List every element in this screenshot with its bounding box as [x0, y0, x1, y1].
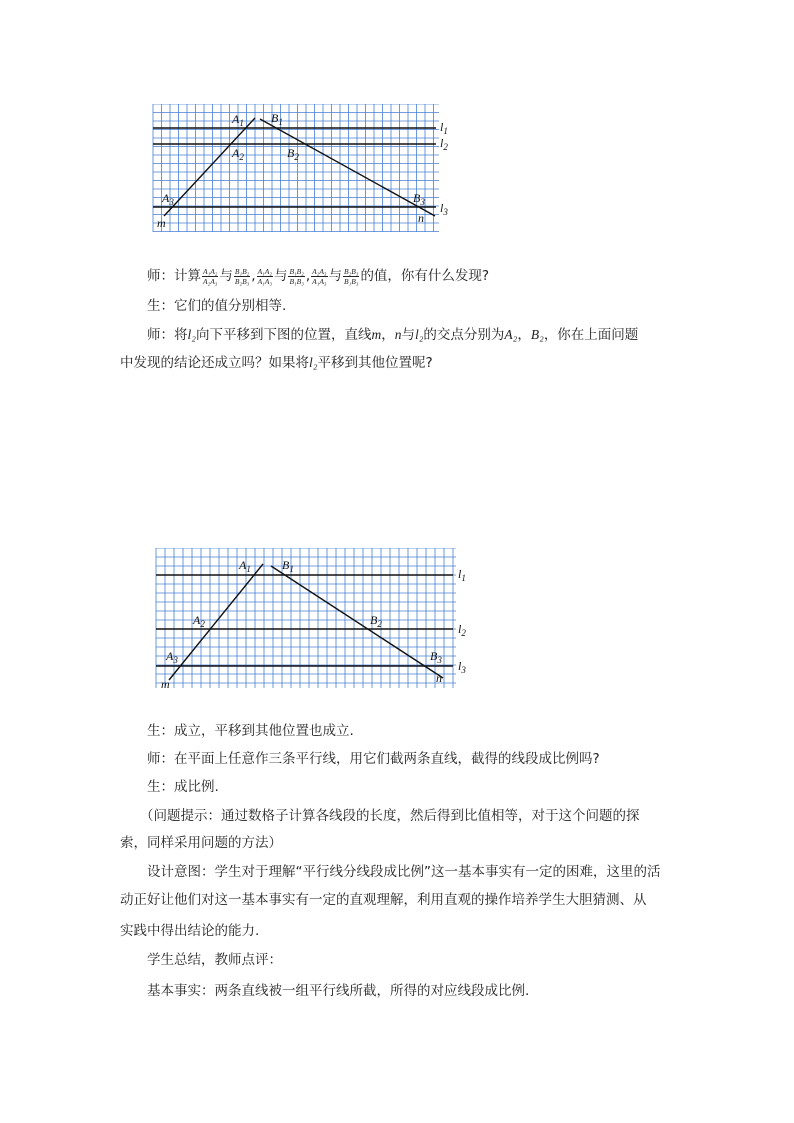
- label-B3: $B_3$: [430, 649, 442, 665]
- design-intent-line-3: 实践中得出结论的能力.: [120, 923, 260, 939]
- design-intent-line-2: 动正好让他们对这一基本事实有一定的直观理解，利用直观的操作培养学生大胆猜测、从: [120, 892, 647, 908]
- label-B2: $B_2$: [287, 146, 299, 162]
- label-l1: $l_1$: [440, 120, 448, 136]
- label-A2: $A_2$: [232, 146, 244, 162]
- label-B1: $B_1$: [282, 558, 294, 574]
- label-l2: $l_2$: [458, 622, 466, 638]
- label-m: m: [161, 677, 170, 690]
- label-l3: $l_3$: [458, 659, 466, 675]
- question-2-line1: 师：将l₂向下平移到下图的位置，直线m，n与l₂的交点分别为A₂，B₂，你在上面问题: [147, 327, 639, 343]
- label-l2: $l_2$: [440, 136, 448, 152]
- summary-line: 学生总结，教师点评：: [147, 952, 282, 968]
- line-m: [164, 118, 255, 216]
- hint-line-1: （问题提示：通过数格子计算各线段的长度，然后得到比值相等，对于这个问题的探: [140, 808, 640, 824]
- answer-2: 生：成立，平移到其他位置也成立.: [147, 723, 354, 739]
- label-l1: $l_1$: [458, 567, 466, 583]
- line-n: [260, 119, 435, 216]
- hint-line-2: 索，同样采用问题的方法）: [120, 835, 282, 851]
- label-n: n: [436, 671, 442, 685]
- basic-fact: 基本事实：两条直线被一组平行线所截，所得的对应线段成比例.: [147, 983, 530, 999]
- grid-figure-2: [153, 548, 473, 690]
- answer-1: 生：它们的值分别相等.: [147, 298, 287, 314]
- question-3: 师：在平面上任意作三条平行线，用它们截两条直线，截得的线段成比例吗?: [147, 751, 600, 767]
- label-A1: $A_1$: [232, 112, 244, 128]
- answer-3: 生：成比例.: [147, 779, 219, 795]
- label-B3: $B_3$: [413, 191, 425, 207]
- label-A3: $A_3$: [166, 649, 178, 665]
- grid-figure-1: [150, 104, 460, 232]
- label-l3: $l_3$: [440, 201, 448, 217]
- label-B1: $B_1$: [271, 111, 283, 127]
- question-1: 师：计算 $\frac{\text{A₁A₂}}{\text{A₂A₃}}$ 与 $\frac{\text{B₁B₂}}{\text{B₂B₃}}$ , $\frac{\text{A₁A₂}}{\text{A₁A₃}}$ 与 $\frac{\text{B₁B₂}}{\text{B₁B₃}}$ , $\frac{\text{A₂A₃}}{\text{A₁A₃}}$ 与 $\frac{\text{B₂B₃}}{\text{B₁B₃}}$ 的值，你有什么发现?: [147, 266, 490, 286]
- label-A3: $A_3$: [162, 191, 174, 207]
- label-A2: $A_2$: [193, 613, 205, 629]
- label-A1: $A_1$: [239, 558, 251, 574]
- label-n: n: [418, 211, 424, 225]
- question-2-line2: 中发现的结论还成立吗？如果将l₂平移到其他位置呢?: [120, 355, 433, 371]
- label-m: m: [157, 216, 166, 230]
- label-B2: $B_2$: [370, 613, 382, 629]
- design-intent-line-1: 设计意图：学生对于理解“平行线分线段成比例”这一基本事实有一定的困难，这里的活: [147, 864, 661, 880]
